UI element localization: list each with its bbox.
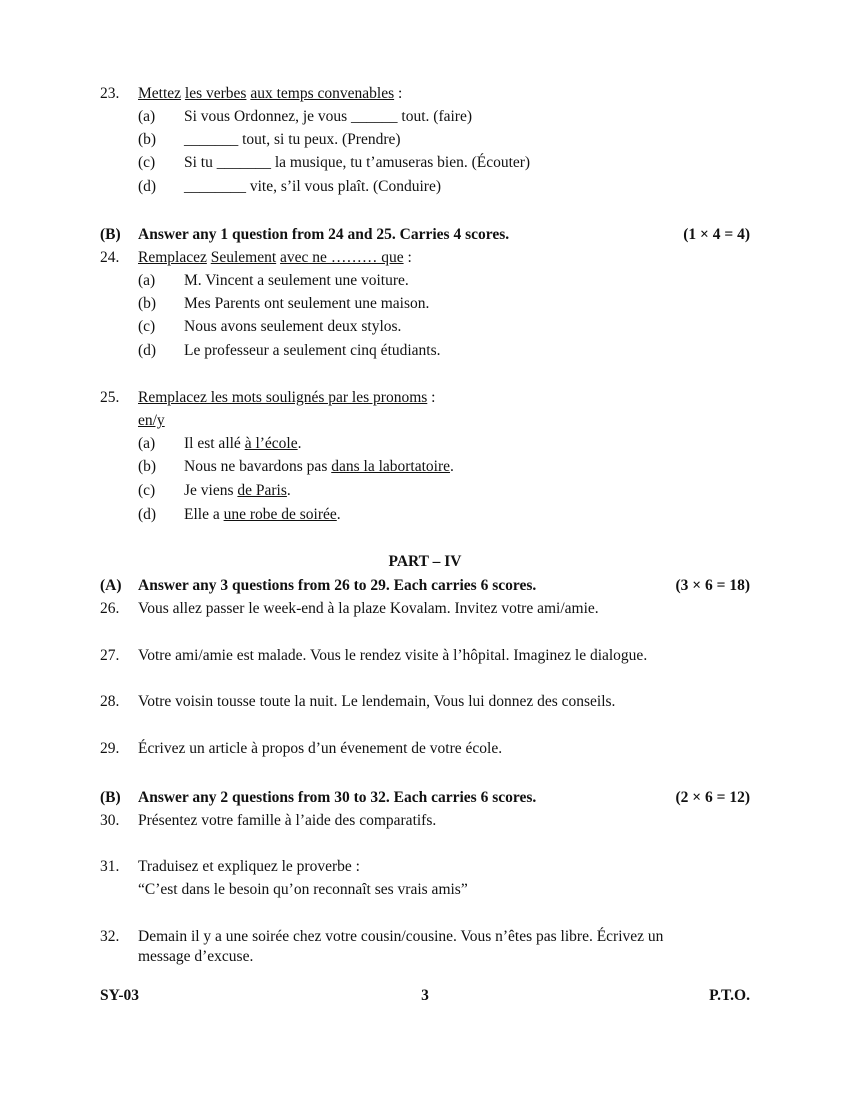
item-text: Je viens de Paris. (184, 482, 291, 499)
item-text: Si tu _______ la musique, tu t’amuseras bien. (Écouter) (184, 154, 531, 171)
section-instruction: Answer any 2 questions from 30 to 32. Each carries 6 scores. (138, 789, 537, 806)
question-number: 30. (100, 812, 120, 829)
section-score: (1 × 4 = 4) (683, 226, 750, 243)
section-label: (B) (100, 789, 121, 806)
item-label: (d) (138, 342, 157, 359)
item-label: (a) (138, 272, 156, 289)
instruction-colon: : (397, 85, 403, 102)
question-instruction (138, 84, 402, 104)
item-text: Mes Parents ont seulement une maison. (184, 295, 430, 312)
item-label: (b) (138, 458, 157, 475)
item-text: Nous ne bavardons pas dans la labortatoire. (184, 458, 454, 475)
item-text: Elle a une robe de soirée. (184, 506, 341, 523)
item-label: (c) (138, 154, 156, 171)
question-number: 27. (100, 647, 120, 664)
instruction-word: Mettez (138, 85, 182, 102)
item-text: _______ tout, si tu peux. (Prendre) (184, 131, 401, 148)
instruction-word: les verbes (184, 85, 247, 102)
item-label: (c) (138, 482, 156, 499)
part-title: PART – IV (388, 553, 462, 570)
item-label: (b) (138, 295, 157, 312)
item-label: (c) (138, 318, 156, 335)
section-instruction: Answer any 3 questions from 26 to 29. Each carries 6 scores. (138, 577, 537, 594)
item-label: (d) (138, 506, 157, 523)
underlined-phrase: à l’école (244, 435, 298, 452)
instruction-word: Seulement (210, 249, 277, 266)
footer-pto: P.T.O. (709, 987, 750, 1004)
instruction-word: aux temps convenables (250, 85, 395, 102)
section-score: (2 × 6 = 12) (675, 789, 750, 806)
instruction-colon: : (431, 389, 436, 406)
section-label: (B) (100, 226, 121, 243)
item-text: Il est allé à l’école. (184, 435, 302, 452)
page-number: 3 (421, 987, 429, 1004)
question-text: Votre ami/amie est malade. Vous le rendez visite à l’hôpital. Imaginez le dialogue. (138, 647, 648, 664)
underlined-phrase: une robe de soirée (223, 506, 337, 523)
item-text: M. Vincent a seulement une voiture. (184, 272, 409, 289)
question-number: 26. (100, 600, 120, 617)
question-text: Écrivez un article à propos d’un évenement de votre école. (138, 740, 503, 757)
question-number: 23. (100, 85, 120, 102)
proverb-text: “C’est dans le besoin qu’on reconnaît ses vrais amis” (138, 881, 468, 898)
item-label: (a) (138, 435, 156, 452)
item-text: ________ vite, s’il vous plaît. (Conduire) (184, 178, 442, 195)
underlined-phrase: de Paris (237, 482, 287, 499)
question-text: Traduisez et expliquez le proverbe : (138, 858, 360, 875)
question-number: 29. (100, 740, 120, 757)
item-text: Le professeur a seulement cinq étudiants. (184, 342, 441, 359)
question-number: 28. (100, 693, 120, 710)
footer-code: SY-03 (100, 987, 140, 1004)
question-number: 31. (100, 858, 120, 875)
instruction-word: avec ne ……… que (280, 249, 404, 266)
question-text: Votre voisin tousse toute la nuit. Le lendemain, Vous lui donnez des conseils. (138, 693, 616, 710)
question-instruction (138, 388, 435, 408)
section-label: (A) (100, 577, 122, 594)
question-text: Présentez votre famille à l’aide des comparatifs. (138, 812, 437, 829)
question-text-continued: message d’excuse. (138, 948, 254, 965)
question-number: 32. (100, 928, 120, 945)
item-text: Nous avons seulement deux stylos. (184, 318, 402, 335)
question-instruction (138, 248, 412, 268)
instruction-colon: : (407, 249, 412, 266)
question-text: Demain il y a une soirée chez votre cousin/cousine. Vous n’êtes pas libre. Écrivez un (138, 928, 664, 945)
item-label: (b) (138, 131, 157, 148)
question-number: 24. (100, 249, 120, 266)
item-text: Si vous Ordonnez, je vous ______ tout. (faire) (184, 108, 472, 125)
instruction-word: Remplacez (138, 249, 207, 266)
question-number: 25. (100, 389, 120, 406)
item-label: (d) (138, 178, 157, 195)
instruction-text: Remplacez les mots soulignés par les pronoms (138, 389, 428, 406)
section-score: (3 × 6 = 18) (675, 577, 750, 594)
pronoun-options: en/y (138, 412, 165, 429)
section-instruction: Answer any 1 question from 24 and 25. Carries 4 scores. (138, 226, 510, 243)
underlined-phrase: dans la labortatoire (331, 458, 451, 475)
item-label: (a) (138, 108, 156, 125)
question-text: Vous allez passer le week-end à la plaze Kovalam. Invitez votre ami/amie. (138, 600, 599, 617)
